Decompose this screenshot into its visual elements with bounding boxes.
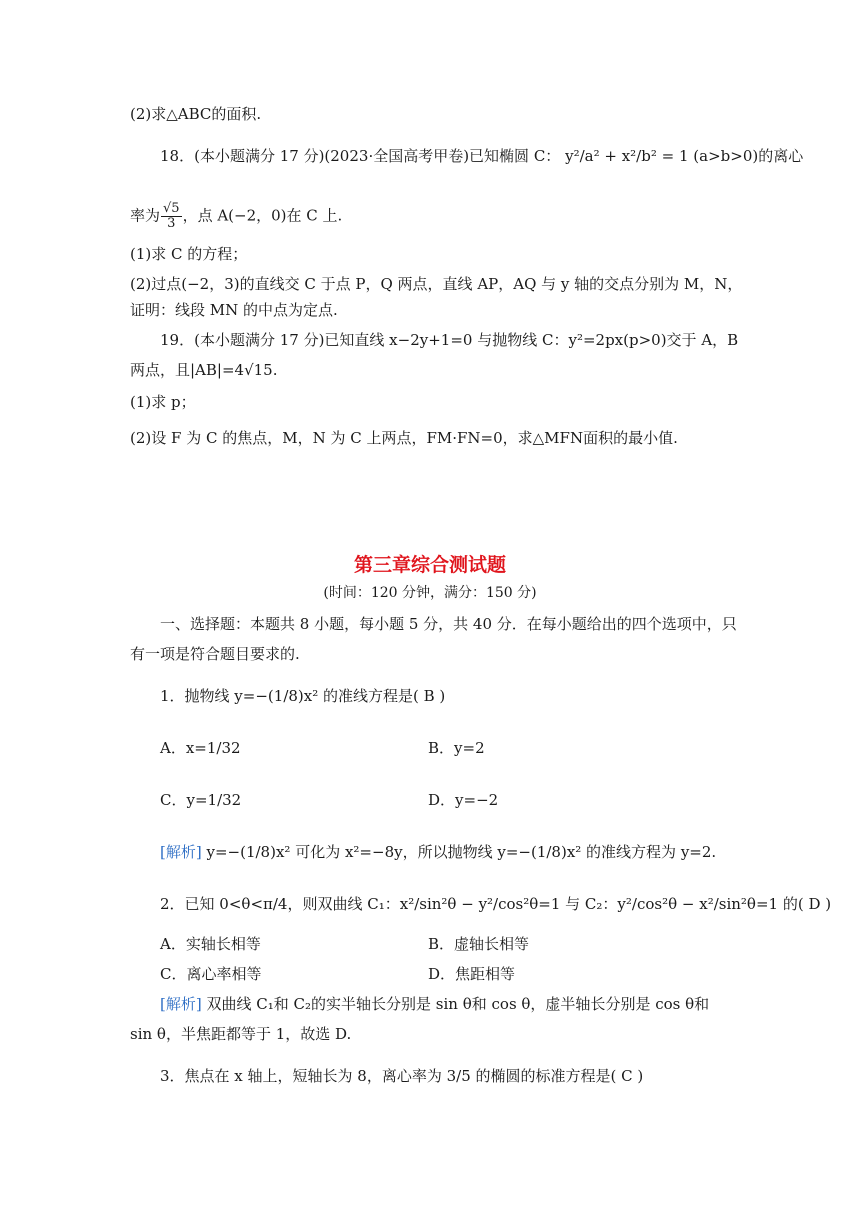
q18-sub2-line1: (2)过点(−2，3)的直线交 C 于点 P，Q 两点，直线 AP，AQ 与 y 轴的交点分别为 M，N， xyxy=(130,275,743,293)
q18-text-a: 18．(本小题满分 17 分)(2023·全国高考甲卷)已知椭圆 C： xyxy=(160,147,561,165)
p1-option-d: D．y=−2 xyxy=(428,791,499,809)
p2-analysis-line1 xyxy=(0,994,860,1014)
p1-analysis-text: y=−(1/8)x² 可化为 x²=−8y，所以抛物线 y=−(1/8)x² 的准线方程为 y=2. xyxy=(206,843,717,861)
p1-stem: 1．抛物线 y=−(1/8)x² 的准线方程是( B ) xyxy=(160,687,446,705)
p3-stem: 3．焦点在 x 轴上，短轴长为 8，离心率为 3/5 的椭圆的标准方程是( C ) xyxy=(160,1067,644,1085)
q18-ecc-num: √5 xyxy=(163,201,180,216)
q18-ellipse-eq: y²/a² + x²/b² = 1 xyxy=(565,147,689,165)
p1-options-row1 xyxy=(0,738,860,758)
q19-sub2: (2)设 F 为 C 的焦点，M，N 为 C 上两点，FM·FN=0，求△MFN面积的最小值. xyxy=(130,429,678,447)
p1-options-row2 xyxy=(0,790,860,810)
q18-text-b: 的离心 xyxy=(758,147,804,165)
q18-line1 xyxy=(0,146,860,166)
p2-option-d: D．焦距相等 xyxy=(428,965,516,983)
chapter-title: 第三章综合测试题 xyxy=(353,554,506,576)
p2-option-b: B．虚轴长相等 xyxy=(428,935,530,953)
q19-line2: 两点，且|AB|=4√15. xyxy=(130,361,278,379)
p2-analysis-line2: sin θ，半焦距都等于 1，故选 D. xyxy=(130,1025,352,1043)
q18-line2-b: ，点 A(−2，0)在 C 上. xyxy=(182,206,343,225)
q18-line2-a: 率为 xyxy=(130,206,161,225)
p1-option-c: C．y=1/32 xyxy=(160,791,242,809)
q19-line1: 19．(本小题满分 17 分)已知直线 x−2y+1=0 与抛物线 C：y²=2px(p>0)交于 A，B xyxy=(160,331,739,349)
p2-option-a: A．实轴长相等 xyxy=(160,935,261,953)
p1-analysis-tag: [解析] xyxy=(160,843,202,861)
p1-option-b: B．y=2 xyxy=(428,739,485,757)
time-info: (时间：120 分钟，满分：150 分) xyxy=(323,585,537,601)
q18-sub1: (1)求 C 的方程； xyxy=(130,245,248,263)
p2-option-c: C．离心率相等 xyxy=(160,965,262,983)
q18-ecc-den: 3 xyxy=(167,216,176,231)
p2-options-row2 xyxy=(0,964,860,984)
section1-line2: 有一项是符合题目要求的. xyxy=(130,645,300,663)
q18-ecc-fraction xyxy=(161,202,182,231)
q18-sub2-line2: 证明：线段 MN 的中点为定点. xyxy=(130,301,338,319)
q19-sub1: (1)求 p； xyxy=(130,393,196,411)
header-item: (2)求△ABC的面积. xyxy=(130,105,262,123)
q18-cond: (a>b>0) xyxy=(693,147,759,165)
p2-options-row1 xyxy=(0,934,860,954)
p1-analysis xyxy=(0,842,860,862)
p1-option-a: A．x=1/32 xyxy=(160,739,241,757)
section1-line1: 一、选择题：本题共 8 小题，每小题 5 分，共 40 分．在每小题给出的四个选项中，只 xyxy=(160,615,737,633)
q18-line2 xyxy=(0,202,860,231)
p2-analysis-text1: 双曲线 C₁和 C₂的实半轴长分别是 sin θ和 cos θ，虚半轴长分别是 cos θ和 xyxy=(206,995,710,1013)
p2-stem: 2．已知 0<θ<π/4，则双曲线 C₁：x²/sin²θ − y²/cos²θ=1 与 C₂：y²/cos²θ − x²/sin²θ=1 的( D ) xyxy=(160,895,832,913)
p2-analysis-tag: [解析] xyxy=(160,995,202,1013)
